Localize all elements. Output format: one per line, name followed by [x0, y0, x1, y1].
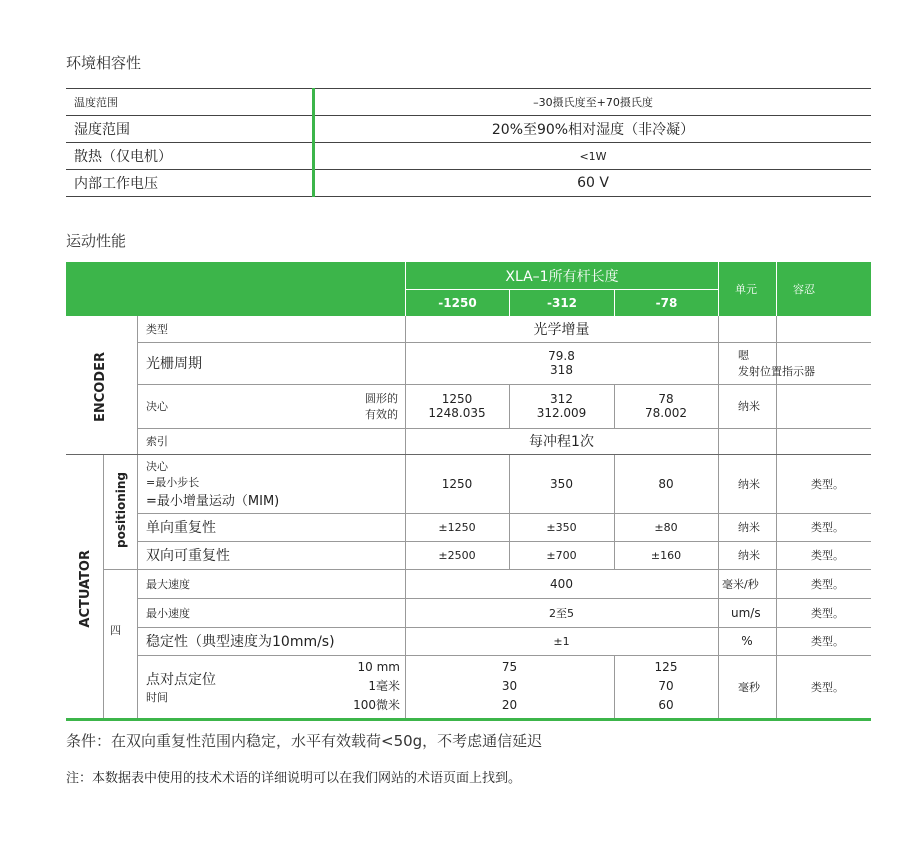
header-model: XLA–1所有杆长度: [405, 262, 718, 289]
tol: 类型。: [811, 477, 844, 491]
env-label: 温度范围: [66, 89, 314, 116]
row-label: 类型: [146, 323, 168, 336]
header-col: -312: [509, 289, 614, 316]
env-value: 20%至90%相对湿度（非冷凝）: [314, 116, 872, 143]
row-label: 双向可重复性: [146, 548, 230, 564]
row-label: 时间: [146, 690, 168, 704]
encoder-type-value: 光学增量: [533, 322, 590, 338]
motion-table: [66, 262, 871, 718]
cell-value: ±1250: [438, 520, 476, 534]
env-value: –30摄氏度至+70摄氏度: [314, 89, 872, 116]
step-label: 100微米: [353, 698, 400, 712]
header-col: -1250: [405, 289, 509, 316]
period-unit: 嗯: [738, 349, 749, 362]
unit: 纳米: [738, 400, 760, 413]
tol: 类型。: [811, 577, 844, 591]
row-label: 索引: [146, 435, 168, 448]
row-label: 稳定性（典型速度为10mm/s): [146, 634, 335, 650]
period-value: 79.8: [548, 349, 575, 363]
env-title: 环境相容性: [66, 54, 142, 72]
actuator-group-label: ACTUATOR: [78, 550, 93, 628]
env-table: [66, 88, 871, 197]
table-bottom-rule: [66, 718, 871, 721]
row-label: 单向重复性: [146, 520, 216, 536]
cell-value: ±80: [654, 520, 678, 534]
cell-value: 80: [658, 476, 674, 491]
tol: 类型。: [811, 606, 844, 620]
sub-label: 有效的: [365, 408, 398, 421]
cell-value: 20: [501, 698, 518, 712]
unit: 纳米: [738, 521, 760, 534]
cell-value: 1250: [441, 476, 473, 491]
row-label: =最小增量运动（MIM): [146, 494, 280, 509]
cell-value: ±160: [650, 548, 682, 562]
cell-value: 1248.035: [428, 406, 486, 420]
cell-value: 60: [658, 698, 674, 712]
step-label: 1毫米: [368, 679, 400, 693]
unit: 纳米: [738, 549, 760, 562]
header-unit: 单元: [718, 262, 776, 316]
env-value: <1W: [314, 143, 872, 170]
row-label: 最小速度: [146, 606, 190, 620]
cell-value: 125: [654, 660, 678, 674]
cell-value: 312: [550, 392, 573, 406]
row-label: 光栅周期: [146, 356, 202, 372]
env-label: 内部工作电压: [66, 170, 314, 197]
motion-title: 运动性能: [66, 232, 127, 250]
positioning-label: positioning: [114, 472, 128, 548]
cell-value: 1250: [441, 392, 473, 406]
cell-value: 78.002: [645, 406, 687, 420]
tol: 类型。: [811, 549, 844, 562]
cell-value: ±2500: [438, 548, 476, 562]
period-value: 318: [550, 363, 573, 377]
cell-value: 350: [550, 476, 573, 491]
tol: 类型。: [811, 680, 844, 694]
header-tol: 容忍: [776, 262, 871, 316]
index-value: 每冲程1次: [529, 434, 594, 450]
condition-note: 条件：在双向重复性范围内稳定，水平有效载荷<50g，不考虑通信延迟: [66, 732, 543, 750]
terminology-note: 注：本数据表中使用的技术术语的详细说明可以在我们网站的术语页面上找到。: [66, 771, 522, 786]
cell-value: 78: [658, 392, 674, 406]
unit: 纳米: [738, 477, 760, 491]
env-value: 60 V: [314, 170, 872, 197]
unit: 毫米/秒: [722, 577, 759, 591]
cell-value: 312.009: [536, 406, 587, 420]
vmax-value: 400: [550, 576, 573, 591]
tol: 类型。: [811, 521, 844, 534]
env-label: 散热（仅电机）: [66, 143, 314, 170]
row-label: 最大速度: [146, 577, 190, 591]
unit: 毫秒: [738, 680, 760, 694]
sub-label: 圆形的: [365, 392, 398, 405]
row-label: 点对点定位: [146, 671, 216, 688]
cell-value: ±700: [546, 548, 577, 562]
env-label: 湿度范围: [66, 116, 314, 143]
step-label: 10 mm: [357, 660, 400, 674]
cell-value: 70: [658, 679, 674, 693]
tol: 类型。: [811, 635, 844, 648]
row-label: 决心: [146, 400, 168, 413]
header-col: -78: [614, 289, 718, 316]
cell-value: ±350: [546, 520, 577, 534]
vmin-value: 2至5: [549, 606, 574, 620]
header-blank: [66, 262, 405, 316]
unit: um/s: [731, 605, 761, 620]
encoder-group-label: ENCODER: [93, 352, 108, 423]
speed-group-label: 四: [110, 624, 121, 637]
cell-value: 75: [501, 660, 518, 674]
row-label: 决心: [146, 460, 168, 473]
stab-value: ±1: [553, 634, 570, 648]
row-label: =最小步长: [146, 476, 200, 489]
cell-value: 30: [501, 679, 518, 693]
period-unit: 发射位置指示器: [738, 365, 815, 378]
unit: %: [741, 634, 753, 648]
